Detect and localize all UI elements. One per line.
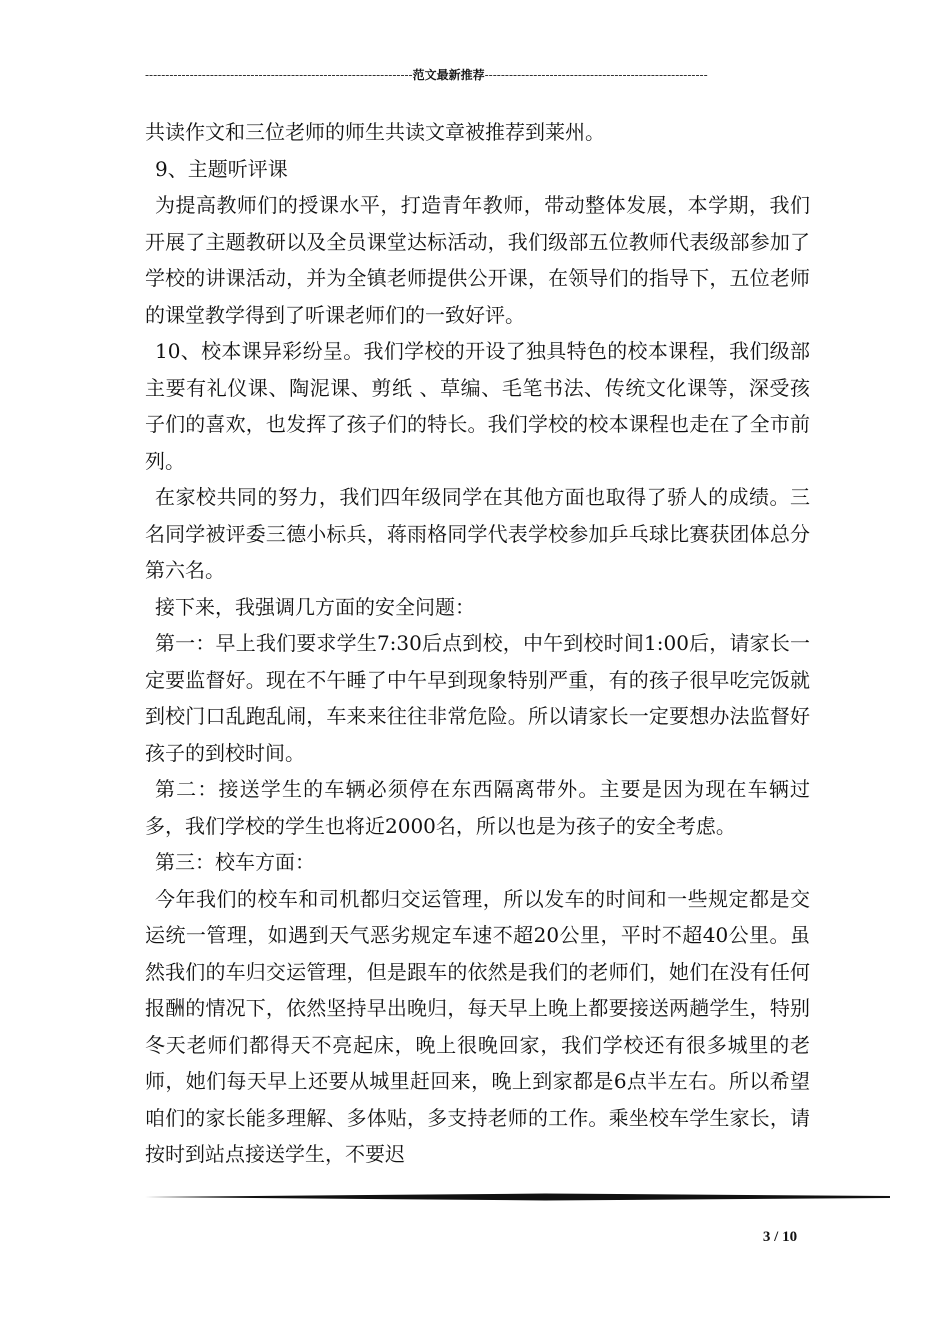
footer-divider	[145, 1193, 890, 1201]
paragraph: 今年我们的校车和司机都归交运管理，所以发车的时间和一些规定都是交运统一管理，如遇到天气恶劣规定车速不超20公里，平时不超40公里。虽然我们的车归交运管理，但是跟车的依然是我们的老师们，她们在没有任何报酬的情况下，依然坚持早出晚归，每天早上晚上都要接送两趟学生，特别冬天老师们都得天不亮起床，晚上很晚回家，我们学校还有很多城里的老师，她们每天早上还要从城里赶回来，晚上到家都是6点半左右。所以希望咱们的家长能多理解、多体贴，多支持老师的工作。乘坐校车学生家长，请按时到站点接送学生，不要迟	[145, 886, 810, 1166]
page-number: 3 / 10	[762, 1229, 798, 1245]
header-dashes-left: ------------------------------------------------------------------	[145, 68, 413, 82]
header-title: 范文最新推荐	[412, 68, 485, 82]
paragraph: 共读作文和三位老师的师生共读文章被推荐到莱州。	[145, 120, 605, 144]
paragraph: 接下来，我强调几方面的安全问题：	[155, 594, 475, 619]
paragraph: 10、校本课异彩纷呈。我们学校的开设了独具特色的校本课程，我们级部主要有礼仪课、陶泥课、剪纸 、草编、毛笔书法、传统文化课等，深受孩子们的喜欢，也发挥了孩子们的特长。我们学校的校本课程也走在了全市前列。	[145, 339, 810, 473]
paragraph: 第二：接送学生的车辆必须停在东西隔离带外。主要是因为现在车辆过多，我们学校的学生也将近2000名，所以也是为孩子的安全考虑。	[145, 777, 810, 838]
document-body	[145, 114, 810, 1173]
header-dashes-right: -------------------------------------------------------	[484, 68, 708, 82]
paragraph: 在家校共同的努力，我们四年级同学在其他方面也取得了骄人的成绩。三名同学被评委三德小标兵，蒋雨格同学代表学校参加乒乓球比赛获团体总分第六名。	[145, 485, 810, 582]
paragraph: 第一：早上我们要求学生7:30后点到校，中午到校时间1:00后，请家长一定要监督好。现在不午睡了中午早到现象特别严重，有的孩子很早吃完饭就到校门口乱跑乱闹，车来来往往非常危险。所以请家长一定要想办法监督好孩子的到校时间。	[145, 631, 810, 765]
paragraph: 第三：校车方面：	[155, 850, 315, 874]
section-heading: 9、主题听评课	[155, 156, 288, 181]
paragraph: 为提高教师们的授课水平，打造青年教师，带动整体发展，本学期，我们开展了主题教研以及全员课堂达标活动，我们级部五位教师代表级部参加了学校的讲课活动，并为全镇老师提供公开课，在领导们的指导下，五位老师的课堂教学得到了听课老师们的一致好评。	[145, 193, 810, 327]
page-header	[145, 67, 790, 83]
